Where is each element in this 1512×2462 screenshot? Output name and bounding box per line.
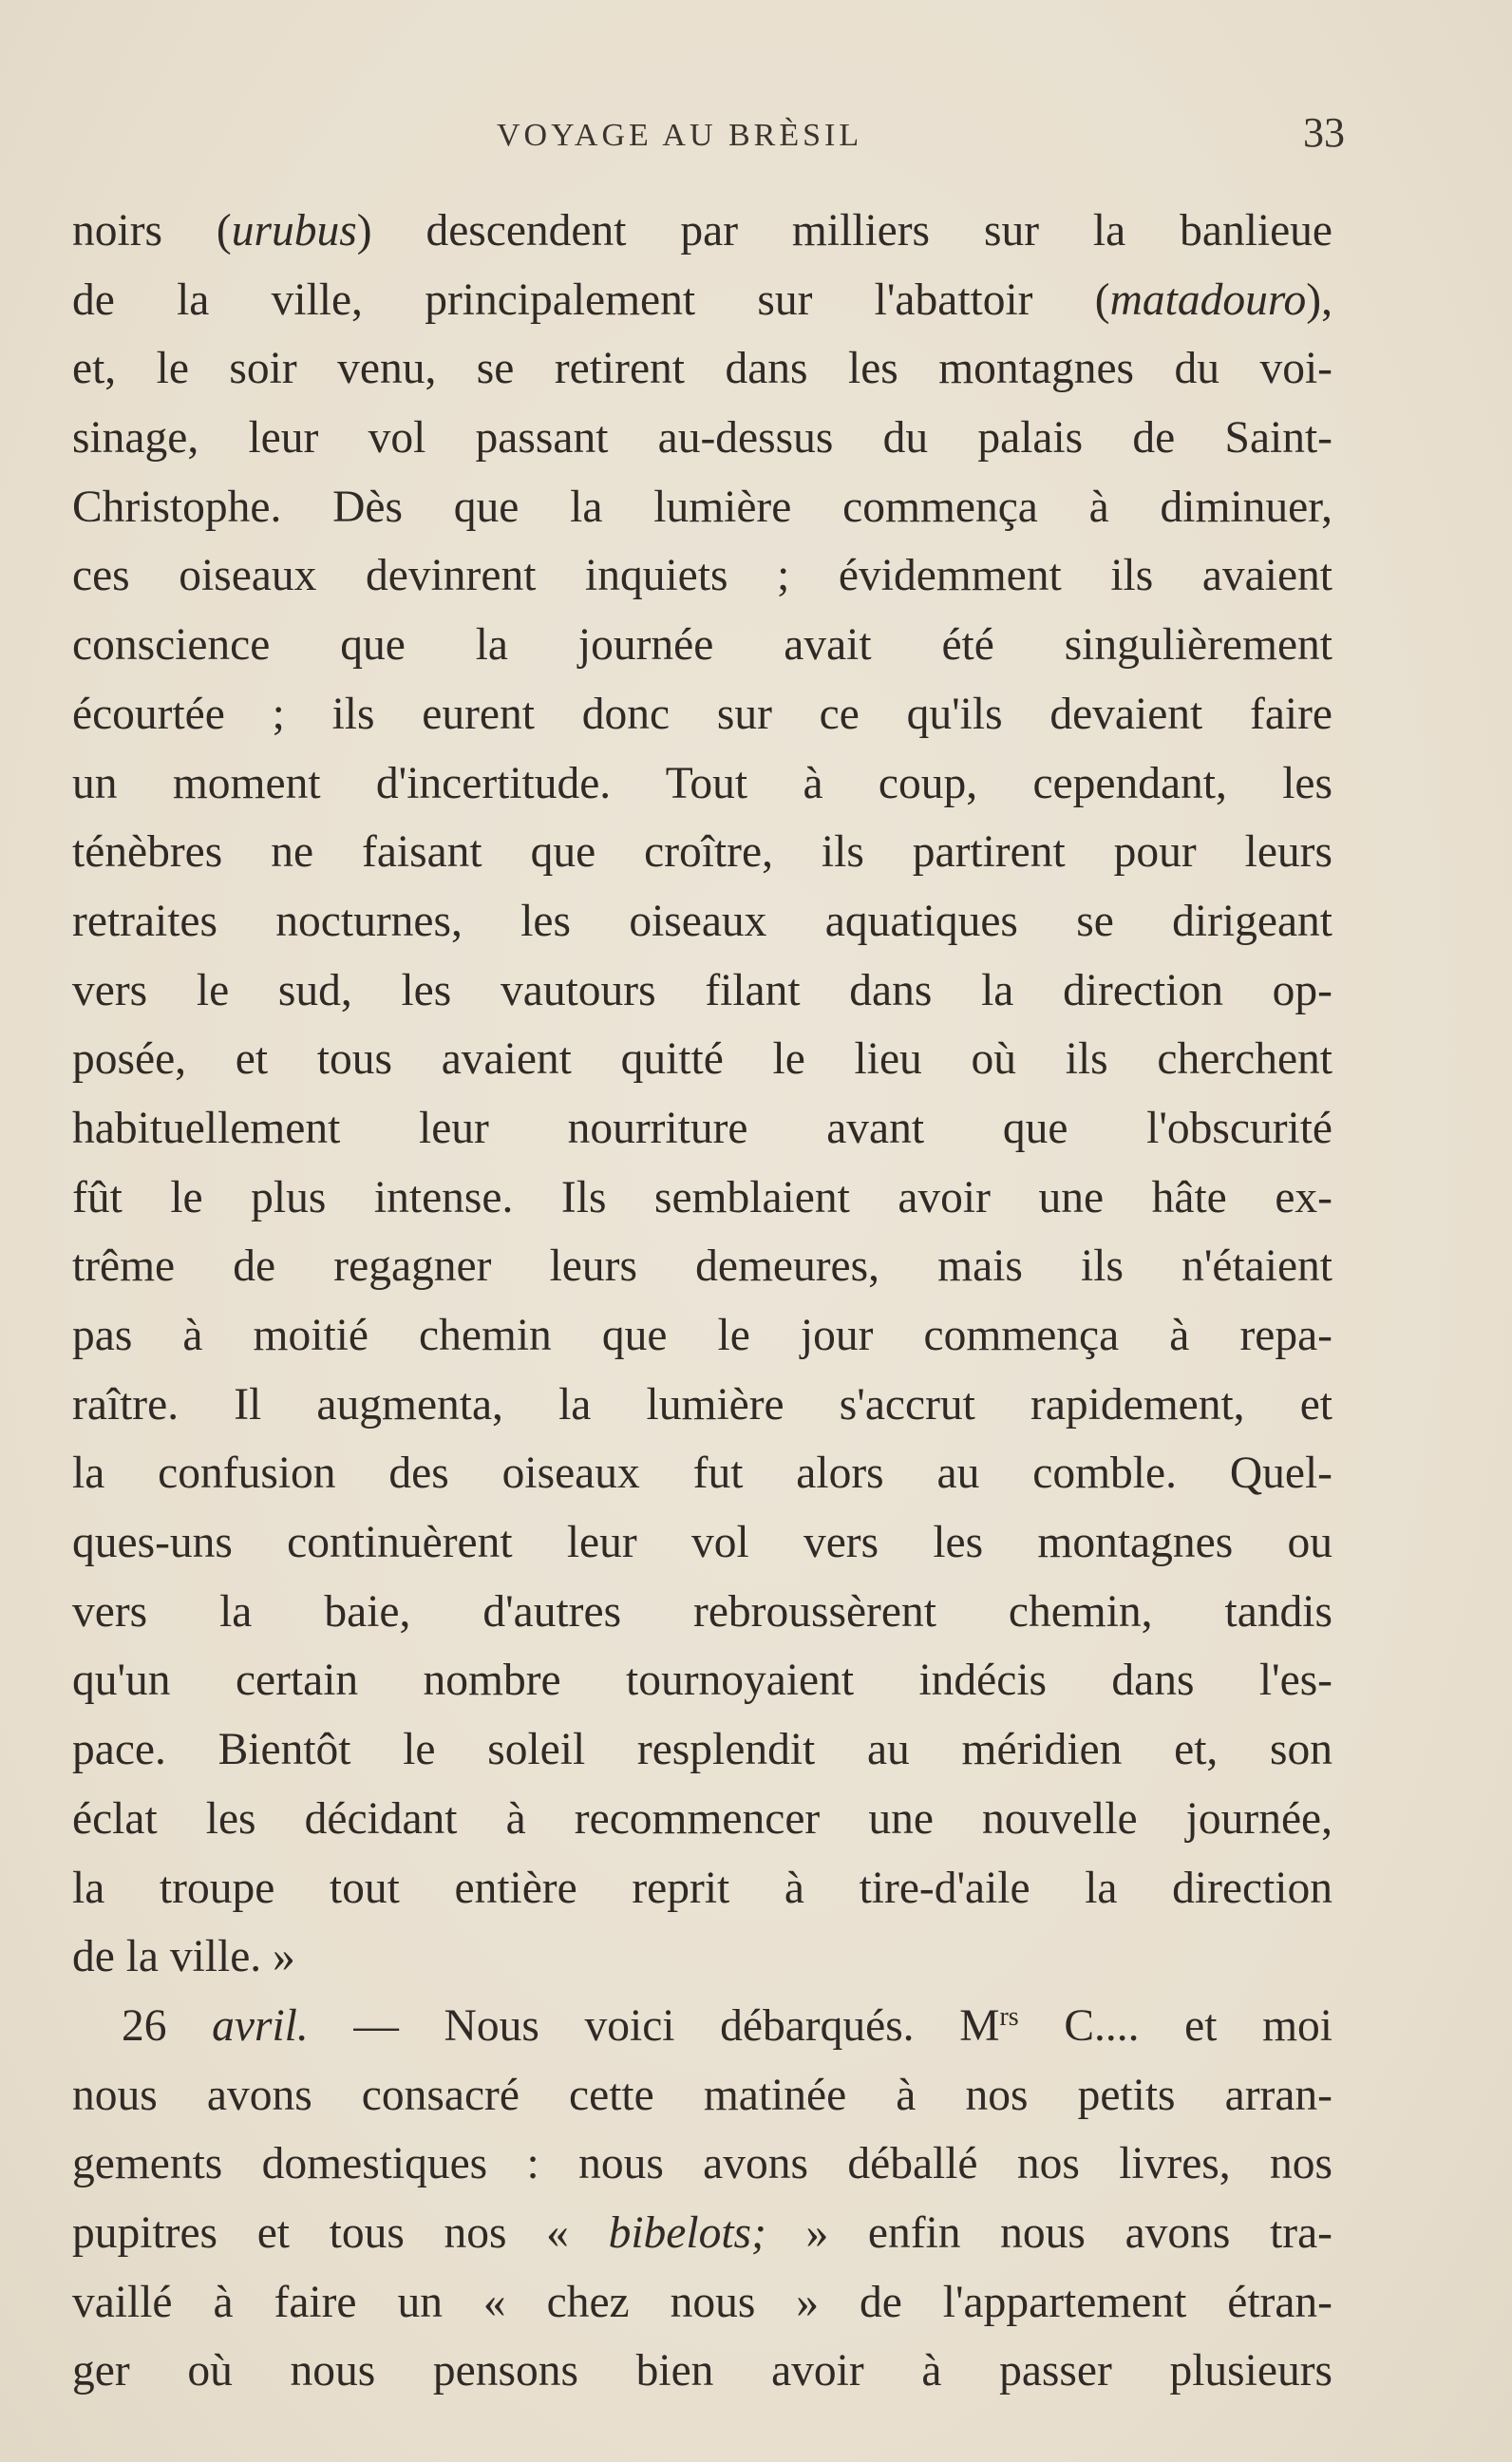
text-line: habituellement leur nourriture avant que l'obscurité <box>72 1103 1332 1153</box>
text-line: gements domestiques : nous avons déballé nos livres, nos <box>72 2139 1332 2189</box>
text-line: de la ville. » <box>72 1932 295 1982</box>
text-line: pupitres et tous nos « bibelots; » enfin nous avons tra- <box>72 2207 1332 2258</box>
running-title: VOYAGE AU BRÈSIL <box>497 118 863 153</box>
text-line: vers le sud, les vautours filant dans la direction op- <box>72 965 1332 1015</box>
text-line: raître. Il augmenta, la lumière s'accrut rapidement, et <box>72 1379 1332 1430</box>
text-line: un moment d'incertitude. Tout à coup, cependant, les <box>72 758 1332 808</box>
text-line: pas à moitié chemin que le jour commença à repa- <box>72 1311 1332 1360</box>
text-line: vers la baie, d'autres rebroussèrent chemin, tandis <box>72 1586 1332 1637</box>
text-line: nous avons consacré cette matinée à nos petits arran- <box>72 2070 1332 2120</box>
text-line: 26 avril. — Nous voici débarqués. $M^{rs}$ C.... et moi <box>122 2000 1332 2051</box>
text-line: sinage, leur vol passant au-dessus du palais de Saint- <box>72 413 1332 464</box>
text-line: et, le soir venu, se retirent dans les montagnes du voi- <box>72 344 1332 394</box>
text-line: la troupe tout entière reprit à tire-d'aile la direction <box>72 1863 1332 1913</box>
text-line: trême de regagner leurs demeures, mais ils n'étaient <box>72 1241 1332 1292</box>
page-number: 33 <box>1303 109 1345 156</box>
text-line: de la ville, principalement sur l'abattoir (matadouro), <box>72 275 1332 325</box>
text-line: la confusion des oiseaux fut alors au comble. Quel- <box>72 1449 1332 1499</box>
text-line: ténèbres ne faisant que croître, ils partirent pour leurs <box>72 827 1332 878</box>
body-text <box>72 197 1332 2406</box>
text-line: vaillé à faire un « chez nous » de l'appartement étran- <box>72 2277 1332 2327</box>
text-line: ces oiseaux devinrent inquiets ; évidemment ils avaient <box>72 551 1332 601</box>
text-line: pace. Bientôt le soleil resplendit au méridien et, son <box>72 1725 1332 1775</box>
text-line: conscience que la journée avait été singulièrement <box>72 620 1332 671</box>
text-line: écourtée ; ils eurent donc sur ce qu'ils devaient faire <box>72 689 1332 739</box>
text-line: fût le plus intense. Ils semblaient avoir une hâte ex- <box>72 1172 1332 1222</box>
text-line: ger où nous pensons bien avoir à passer plusieurs <box>72 2346 1332 2396</box>
text-line: éclat les décidant à recommencer une nouvelle journée, <box>72 1793 1332 1844</box>
text-line: qu'un certain nombre tournoyaient indécis dans l'es- <box>72 1656 1332 1706</box>
text-line: Christophe. Dès que la lumière commença à diminuer, <box>72 482 1332 532</box>
page-header <box>74 109 1345 169</box>
text-line: posée, et tous avaient quitté le lieu où ils cherchent <box>72 1034 1332 1085</box>
text-line: noirs (urubus) descendent par milliers sur la banlieue <box>72 206 1332 256</box>
text-line: ques-uns continuèrent leur vol vers les montagnes ou <box>72 1518 1332 1568</box>
text-line: retraites nocturnes, les oiseaux aquatiques se dirigeant <box>72 896 1332 946</box>
